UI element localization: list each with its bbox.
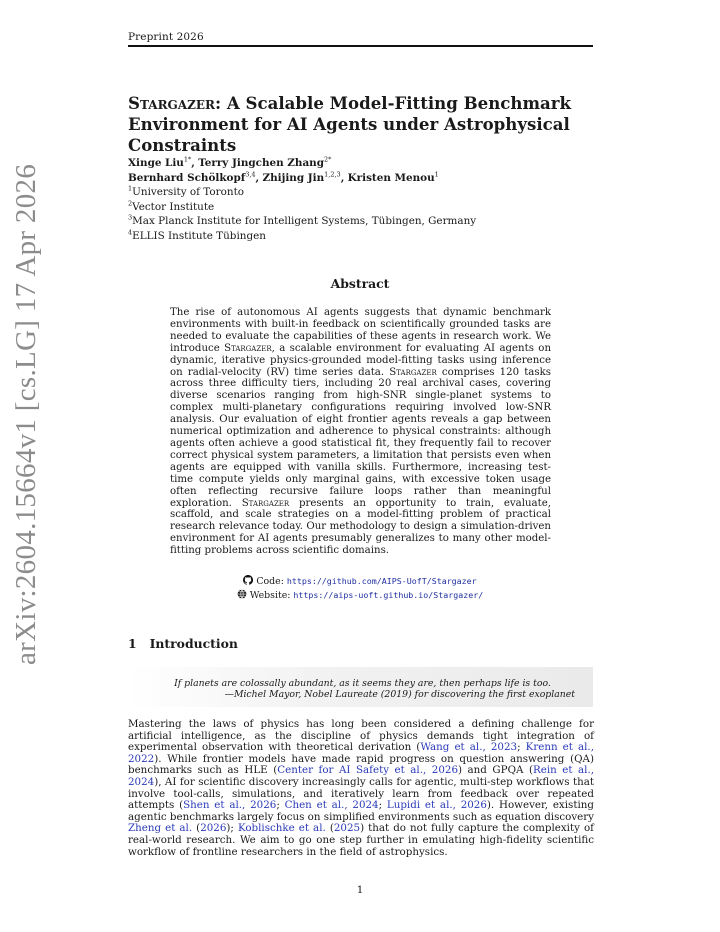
author-name: Terry Jingchen Zhang <box>198 157 324 169</box>
citation-link[interactable]: Center for AI Safety et al., 2026 <box>277 764 458 777</box>
title-smallcaps: Stargazer <box>128 93 215 113</box>
citation-link[interactable]: Rein et al., 2024 <box>128 764 594 788</box>
section-heading <box>128 636 238 651</box>
section-number: 1 <box>128 636 137 651</box>
globe-icon <box>237 589 247 603</box>
running-header: Preprint 2026 <box>128 31 204 43</box>
citation-link[interactable]: Shen et al., 2026 <box>183 799 277 812</box>
github-icon <box>243 575 253 589</box>
author-name: Xinge Liu <box>128 157 184 169</box>
epigraph-attribution: —Michel Mayor, Nobel Laureate (2019) for discovering the first exoplanet <box>224 689 575 700</box>
header-rule <box>128 45 593 47</box>
citation-link[interactable]: Wang et al., 2023 <box>420 741 518 754</box>
website-url-link[interactable]: https://aips-uoft.github.io/Stargazer/ <box>293 590 484 601</box>
epigraph-text: If planets are colossally abundant, as it seems they are, then perhaps life is too. <box>174 678 551 689</box>
citation-link[interactable]: Zheng et al. <box>128 822 193 835</box>
affiliation: $^3$Max Planck Institute for Intelligent Systems, Tübingen, Germany <box>128 213 477 228</box>
citation-link[interactable]: 2026 <box>200 822 227 835</box>
author-name: Zhijing Jin <box>262 171 325 184</box>
title-rest: : A Scalable Model-Fitting Benchmark Environment for AI Agents under Astrophysical Constraints <box>128 93 571 155</box>
page-number: 1 <box>356 884 364 896</box>
author-block <box>128 156 598 244</box>
citation-link[interactable]: Chen et al., 2024 <box>284 799 379 812</box>
affiliation: $^1$University of Toronto <box>128 184 245 199</box>
citation-link[interactable]: 2025 <box>333 822 361 835</box>
abstract-body: The rise of autonomous AI agents suggests that dynamic benchmark environments with built-in feedback on scientifically grounded tasks are needed to evaluate the capabilities of these agents in research work. We introduce Stargazer, a scalable environment for evaluating AI agents on dynamic, iterative physics-grounded model-fitting tasks using inference on radial-velocity (RV) time series data. Stargazer comprises 120 tasks across three difficulty tiers, including 20 real archival cases, covering diverse scenarios ranging from high-SNR single-planet systems to complex multi-planetary configurations requiring involved low-SNR analysis. Our evaluation of eight frontier agents reveals a gap between numerical optimization and adherence to physical constraints: although agents often achieve a good statistical fit, they frequently fail to recover correct physical system parameters, a limitation that persists even when agents are equipped with vanilla skills. Furthermore, increasing test-time compute yields only marginal gains, with excessive token usage often reflecting recursive failure loops rather than meaningful exploration. Stargazer presents an opportunity to train, evaluate, scaffold, and scale strategies on a model-fitting problem of practical research relevance today. Our methodology to design a simulation-driven environment for AI agents presumably generalizes to many other model-fitting problems across scientific domains. <box>170 307 552 557</box>
citation-link[interactable]: Koblischke et al. <box>237 822 326 835</box>
website-link-row <box>0 589 720 603</box>
website-label: Website: <box>249 590 291 602</box>
author-name: Kristen Menou <box>347 171 435 184</box>
author-line-1: Xinge Liu$^{1*}$, Terry Jingchen Zhang$^{2*}$ <box>128 155 332 169</box>
paper-title <box>128 93 598 156</box>
intro-paragraph: Mastering the laws of physics has long been considered a defining challenge for artificial intelligence, as the discipline of physics demands tight integration of experimental observation with theoretical derivation (Wang et al., 2023; Krenn et al., 2022). While frontier models have made rapid progress on question answering (QA) benchmarks such as HLE (Center for AI Safety et al., 2026) and GPQA (Rein et al., 2024), AI for scientific discovery increasingly calls for agentic, multi-step workflows that involve tool-calls, simulations, and iteratively learn from feedback over repeated attempts (Shen et al., 2026; Chen et al., 2024; Lupidi et al., 2026). However, existing agentic benchmarks largely focus on simplified environments such as equation discovery Zheng et al. (2026); Koblischke et al. (2025) that do not fully capture the complexity of real-world research. We aim to go one step further in emulating high-fidelity scientific workflow of frontline researchers in the field of astrophysics. <box>128 718 594 858</box>
affiliation: $^4$ELLIS Institute Tübingen <box>128 228 266 242</box>
code-link-row <box>0 575 720 589</box>
affiliation: $^2$Vector Institute <box>128 199 215 213</box>
author-name: Bernhard Schölkopf <box>128 171 246 184</box>
resource-links <box>0 575 720 604</box>
arxiv-watermark: arXiv:2604.15664v1 [cs.LG] 17 Apr 2026 <box>10 163 42 665</box>
code-label: Code: <box>256 576 284 587</box>
author-line-2: Bernhard Schölkopf$^{3,4}$, Zhijing Jin$^{1,2,3}$, Kristen Menou$^1$ <box>128 170 439 184</box>
section-title: Introduction <box>149 636 238 651</box>
citation-link[interactable]: Krenn et al., 2022 <box>128 741 594 765</box>
code-url-link[interactable]: https://github.com/AIPS-UofT/Stargazer <box>286 576 477 586</box>
abstract-heading: Abstract <box>330 276 390 291</box>
citation-link[interactable]: Lupidi et al., 2026 <box>386 799 487 812</box>
